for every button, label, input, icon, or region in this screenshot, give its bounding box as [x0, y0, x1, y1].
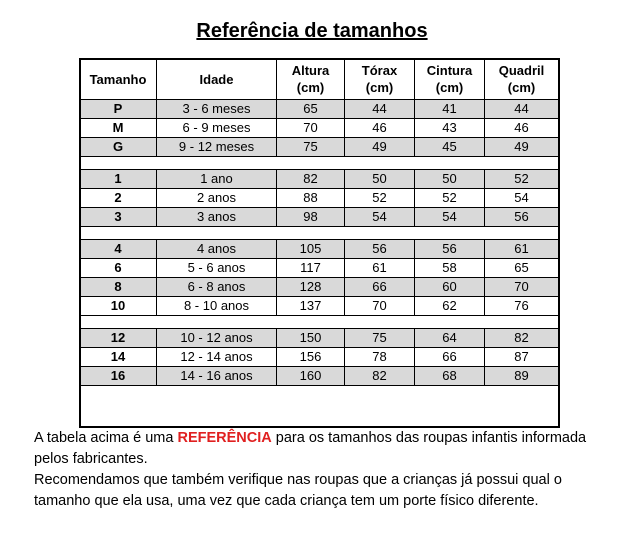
cell-height: 65	[277, 100, 345, 119]
table-row	[80, 278, 559, 297]
cell-waist: 66	[415, 348, 485, 367]
cell-chest: 44	[345, 100, 415, 119]
size-table-body	[80, 100, 559, 386]
notes-line-1-before: A tabela acima é uma	[34, 430, 178, 446]
table-row	[80, 208, 559, 227]
cell-age: 4 anos	[157, 240, 277, 259]
cell-chest: 66	[345, 278, 415, 297]
cell-age: 2 anos	[157, 189, 277, 208]
cell-age: 3 - 6 meses	[157, 100, 277, 119]
cell-waist: 52	[415, 189, 485, 208]
cell-height: 156	[277, 348, 345, 367]
cell-hip: 46	[485, 119, 559, 138]
cell-age: 1 ano	[157, 170, 277, 189]
table-row	[80, 100, 559, 119]
header-height-label: Altura	[291, 63, 330, 78]
cell-chest: 49	[345, 138, 415, 157]
cell-height: 105	[277, 240, 345, 259]
cell-chest: 50	[345, 170, 415, 189]
cell-size: 6	[80, 259, 157, 278]
cell-height: 160	[277, 367, 345, 386]
notes-line-1	[34, 428, 614, 470]
header-height-unit: (cm)	[296, 80, 325, 95]
cell-chest: 75	[345, 329, 415, 348]
header-waist-label: Cintura	[426, 63, 473, 78]
notes-line-1-after: para os tamanhos das roupas infantis informada pelos fabricantes.	[34, 430, 587, 467]
cell-hip: 49	[485, 138, 559, 157]
table-row	[80, 259, 559, 278]
cell-size: P	[80, 100, 157, 119]
table-row	[80, 189, 559, 208]
table-row	[80, 329, 559, 348]
cell-size: 8	[80, 278, 157, 297]
cell-height: 70	[277, 119, 345, 138]
cell-size: G	[80, 138, 157, 157]
cell-hip: 61	[485, 240, 559, 259]
cell-age: 6 - 8 anos	[157, 278, 277, 297]
cell-age: 9 - 12 meses	[157, 138, 277, 157]
cell-waist: 62	[415, 297, 485, 316]
cell-chest: 54	[345, 208, 415, 227]
cell-height: 98	[277, 208, 345, 227]
cell-waist: 58	[415, 259, 485, 278]
cell-chest: 52	[345, 189, 415, 208]
cell-waist: 41	[415, 100, 485, 119]
cell-size: 14	[80, 348, 157, 367]
cell-chest: 82	[345, 367, 415, 386]
cell-chest: 56	[345, 240, 415, 259]
cell-size: 16	[80, 367, 157, 386]
table-row	[80, 367, 559, 386]
cell-size: 12	[80, 329, 157, 348]
cell-hip: 89	[485, 367, 559, 386]
cell-size: M	[80, 119, 157, 138]
cell-age: 14 - 16 anos	[157, 367, 277, 386]
header-waist	[415, 59, 485, 100]
cell-hip: 54	[485, 189, 559, 208]
cell-age: 12 - 14 anos	[157, 348, 277, 367]
cell-waist: 45	[415, 138, 485, 157]
header-size: Tamanho	[80, 59, 157, 100]
size-table	[79, 58, 559, 386]
table-row	[80, 138, 559, 157]
cell-age: 10 - 12 anos	[157, 329, 277, 348]
notes	[34, 428, 614, 512]
table-row	[80, 240, 559, 259]
cell-height: 137	[277, 297, 345, 316]
cell-height: 150	[277, 329, 345, 348]
cell-size: 1	[80, 170, 157, 189]
cell-size: 3	[80, 208, 157, 227]
cell-size: 2	[80, 189, 157, 208]
header-hip-label: Quadril	[498, 63, 545, 78]
cell-hip: 70	[485, 278, 559, 297]
table-row	[80, 348, 559, 367]
cell-hip: 56	[485, 208, 559, 227]
group-separator-cell	[80, 316, 559, 329]
cell-waist: 50	[415, 170, 485, 189]
cell-hip: 65	[485, 259, 559, 278]
cell-age: 6 - 9 meses	[157, 119, 277, 138]
table-row	[80, 119, 559, 138]
cell-size: 4	[80, 240, 157, 259]
cell-age: 3 anos	[157, 208, 277, 227]
cell-hip: 52	[485, 170, 559, 189]
group-separator	[80, 157, 559, 170]
notes-line-2: Recomendamos que também verifique nas roupas que a crianças já possui qual o tamanho que ela usa, uma vez que cada criança tem um porte físico diferente.	[34, 472, 562, 509]
cell-height: 88	[277, 189, 345, 208]
table-row	[80, 170, 559, 189]
cell-height: 75	[277, 138, 345, 157]
page-title-text: Referência de tamanhos	[196, 20, 428, 42]
cell-chest: 78	[345, 348, 415, 367]
cell-height: 128	[277, 278, 345, 297]
group-separator-cell	[80, 157, 559, 170]
size-table-header	[80, 59, 559, 100]
reference-highlight: REFERÊNCIA	[177, 430, 272, 446]
cell-age: 8 - 10 anos	[157, 297, 277, 316]
header-height	[277, 59, 345, 100]
header-hip-unit: (cm)	[507, 80, 536, 95]
cell-hip: 87	[485, 348, 559, 367]
cell-hip: 44	[485, 100, 559, 119]
cell-waist: 60	[415, 278, 485, 297]
group-separator-cell	[80, 227, 559, 240]
group-separator	[80, 316, 559, 329]
cell-height: 82	[277, 170, 345, 189]
cell-chest: 70	[345, 297, 415, 316]
cell-height: 117	[277, 259, 345, 278]
cell-chest: 46	[345, 119, 415, 138]
table-row	[80, 297, 559, 316]
group-separator	[80, 227, 559, 240]
header-chest-label: Tórax	[361, 63, 398, 78]
page-title	[0, 20, 624, 43]
cell-waist: 56	[415, 240, 485, 259]
cell-waist: 54	[415, 208, 485, 227]
header-waist-unit: (cm)	[435, 80, 464, 95]
cell-size: 10	[80, 297, 157, 316]
cell-hip: 82	[485, 329, 559, 348]
header-age: Idade	[157, 59, 277, 100]
cell-hip: 76	[485, 297, 559, 316]
cell-chest: 61	[345, 259, 415, 278]
cell-waist: 64	[415, 329, 485, 348]
header-chest-unit: (cm)	[365, 80, 394, 95]
header-chest	[345, 59, 415, 100]
header-hip	[485, 59, 559, 100]
cell-waist: 43	[415, 119, 485, 138]
cell-waist: 68	[415, 367, 485, 386]
cell-age: 5 - 6 anos	[157, 259, 277, 278]
